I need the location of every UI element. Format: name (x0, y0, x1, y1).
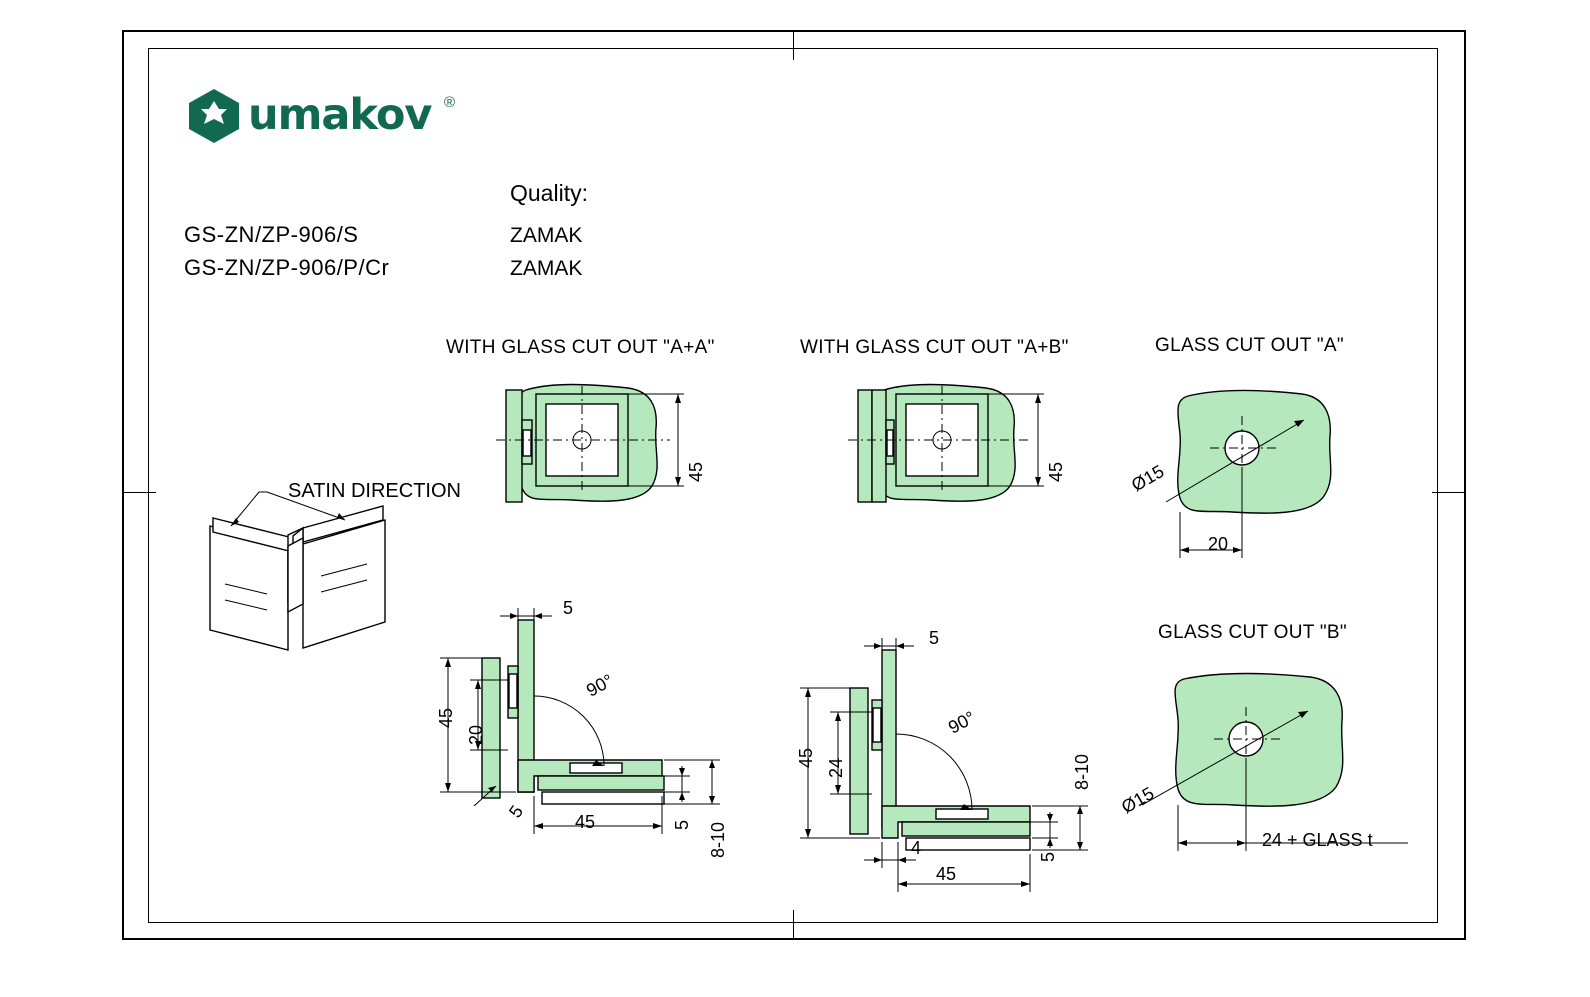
registered-mark: ® (444, 94, 456, 111)
dim-cutout-a-offset: 20 (1208, 534, 1229, 554)
dim-cutout-b-offset: 24 + GLASS t (1262, 830, 1373, 850)
dim-section-ab-8-10: 8-10 (1072, 753, 1092, 790)
brand-name: umakov (248, 90, 432, 140)
registration-tick-top (793, 30, 794, 60)
quality-value-2: ZAMAK (510, 257, 583, 280)
dim-section-aa-45-left: 45 (436, 707, 456, 728)
dim-section-ab-4: 4 (911, 838, 922, 858)
satin-direction-label: SATIN DIRECTION (288, 480, 461, 502)
dim-section-aa-20: 20 (466, 724, 486, 745)
dim-section-ab-45-bottom: 45 (936, 864, 957, 884)
dim-section-ab-45-left: 45 (796, 747, 816, 768)
dim-section-aa-5-top: 5 (563, 598, 574, 618)
dim-section-aa-5-glass: 5 (505, 801, 528, 822)
umakov-hex-icon (186, 88, 242, 144)
view-title-front-aa: WITH GLASS CUT OUT "A+A" (446, 337, 715, 358)
dim-front-ab-45: 45 (1046, 461, 1066, 482)
dim-section-aa-5-right: 5 (672, 819, 692, 830)
product-code-2: GS-ZN/ZP-906/P/Cr (184, 255, 390, 280)
isometric-view (195, 480, 455, 680)
dim-section-aa-45-bottom: 45 (575, 812, 596, 832)
dim-section-aa-angle: 90° (583, 670, 617, 701)
dim-section-aa-8-10: 8-10 (708, 821, 728, 858)
registration-tick-right (1432, 492, 1466, 493)
front-view-ab (836, 372, 1076, 542)
dim-cutout-a-diameter: Ø15 (1128, 460, 1168, 496)
view-title-cutout-b: GLASS CUT OUT "B" (1158, 622, 1347, 643)
dim-section-ab-24: 24 (826, 757, 846, 778)
dim-section-ab-angle: 90° (945, 707, 979, 738)
front-view-aa (480, 372, 720, 542)
view-title-front-ab: WITH GLASS CUT OUT "A+B" (800, 337, 1069, 358)
registration-tick-bottom (793, 910, 794, 940)
quality-label: Quality: (510, 180, 588, 206)
registration-tick-left (122, 492, 156, 493)
dim-cutout-b-diameter: Ø15 (1118, 782, 1158, 818)
quality-value-1: ZAMAK (510, 224, 583, 247)
brand-logo (186, 88, 486, 144)
dim-section-ab-5-right: 5 (1038, 851, 1058, 862)
dim-front-aa-45: 45 (686, 461, 706, 482)
dim-section-ab-5-top: 5 (929, 628, 940, 648)
glass-cutout-a (1126, 380, 1426, 580)
view-title-cutout-a: GLASS CUT OUT "A" (1155, 335, 1344, 356)
product-code-1: GS-ZN/ZP-906/S (184, 222, 359, 247)
